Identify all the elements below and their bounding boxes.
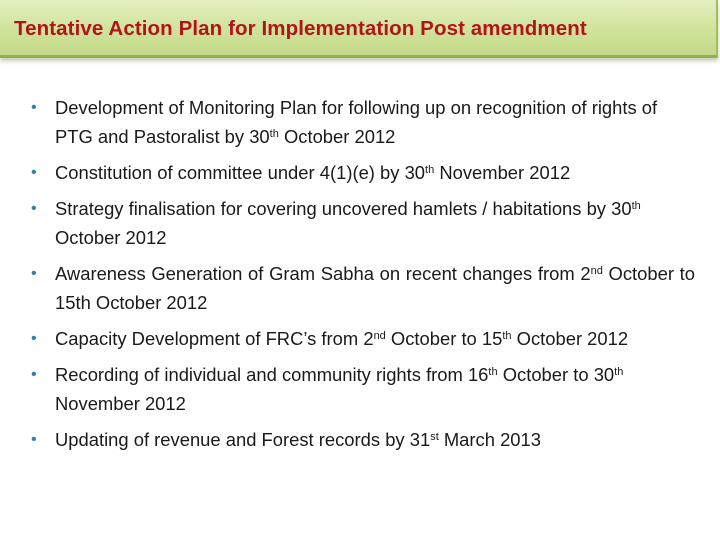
list-item: • Awareness Generation of Gram Sabha on recent changes from 2nd October to 15th October 2012 <box>31 259 695 317</box>
title-bar <box>0 0 718 58</box>
list-item: • Recording of individual and community rights from 16th October to 30th November 2012 <box>31 360 695 418</box>
list-item: • Development of Monitoring Plan for following up on recognition of rights of PTG and Pastoralist by 30th October 2012 <box>31 93 695 151</box>
bullet-dot-icon: • <box>31 431 37 448</box>
bullet-dot-icon: • <box>31 99 37 116</box>
bullet-dot-icon: • <box>31 366 37 383</box>
list-item: • Strategy finalisation for covering uncovered hamlets / habitations by 30th October 2012 <box>31 194 695 252</box>
bullet-dot-icon: • <box>31 164 37 181</box>
bullet-dot-icon: • <box>31 330 37 347</box>
bullet-dot-icon: • <box>31 200 37 217</box>
bullet-dot-icon: • <box>31 265 37 282</box>
list-item: • Capacity Development of FRC’s from 2nd October to 15th October 2012 <box>31 324 695 353</box>
action-plan-list <box>31 93 695 461</box>
slide-title: Tentative Action Plan for Implementation Post amendment <box>14 17 587 40</box>
list-item: • Constitution of committee under 4(1)(e) by 30th November 2012 <box>31 158 695 187</box>
list-item: • Updating of revenue and Forest records by 31st March 2013 <box>31 425 695 454</box>
